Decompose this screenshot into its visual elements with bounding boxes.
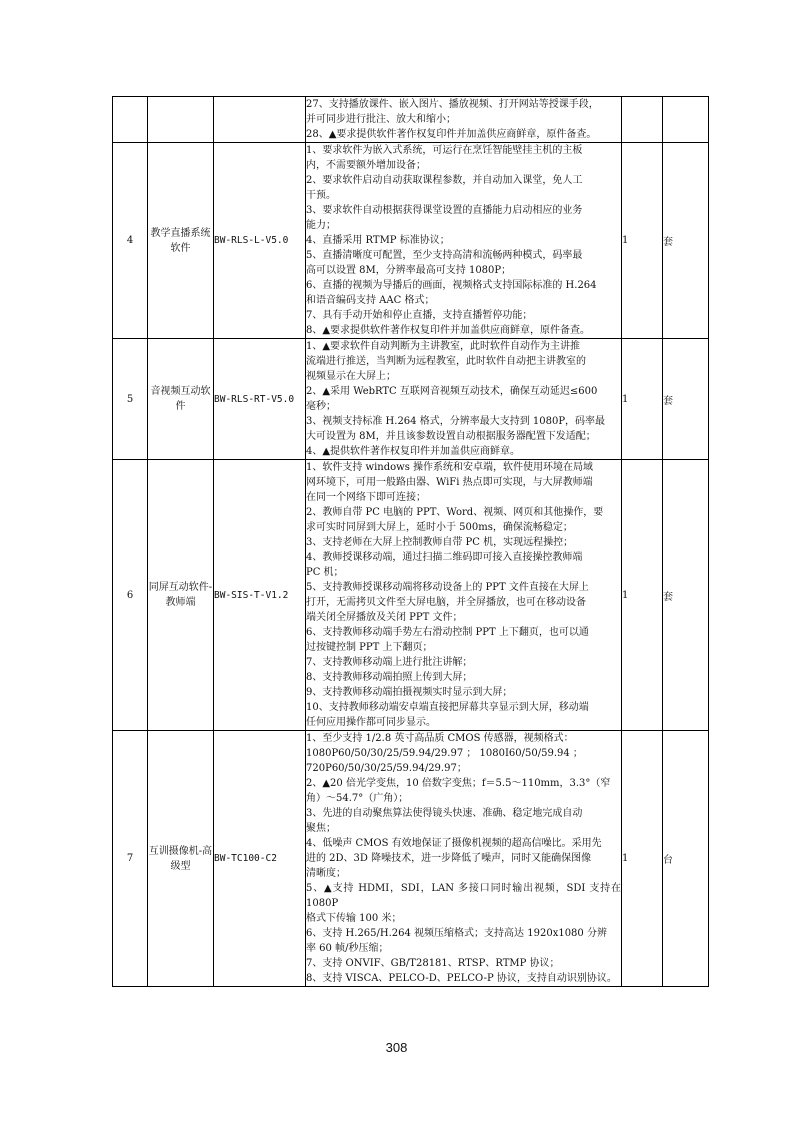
description-line: 28、▲要求提供软件著作权复印件并加盖供应商鲜章，原件备查。 [306,129,597,140]
description-line: 6、支持教师移动端手势左右滑动控制 PPT 上下翻页，也可以通 [306,627,589,638]
item-number: 5 [113,339,148,460]
spec-table [112,96,709,987]
description-line: 8、支持教师移动端拍照上传到大屏； [306,672,473,683]
item-model: BW-TC100-C2 [214,731,306,987]
item-description [306,339,622,460]
description-line: 3、支持老师在大屏上控制教师自带 PC 机，实现远程操控； [306,537,574,548]
item-unit: 套 [663,339,709,460]
table-row [113,731,709,987]
item-unit: 套 [663,460,709,731]
description-line: 高可以设置 8M，分辨率最高可支持 1080P； [306,265,512,276]
description-line: 2、要求软件启动自动获取课程参数，并自动加入课堂，免人工 [306,175,583,186]
description-line: 视频显示在大屏上； [306,371,396,382]
description-line: 2、▲采用 WebRTC 互联网音视频互动技术，确保互动延迟≤600 [306,386,598,397]
description-line: 过按键控制 PPT 上下翻页； [306,642,433,653]
item-name [148,97,214,143]
item-description [306,97,622,143]
description-line: 1080P60/50/30/25/59.94/29.97 ； 1080I60/50/59.94 ； [306,748,583,759]
description-line: 7、具有手动开始和停止直播，支持直播暂停功能； [306,310,533,321]
description-line: 27、支持播放课件、嵌入图片、播放视频、打开网站等授课手段， [306,99,599,110]
item-number [113,97,148,143]
item-model: BW-RLS-L-V5.0 [214,143,306,339]
description-line: 4、▲提供软件著作权复印件并加盖供应商鲜章。 [306,446,521,457]
description-line: 8、支持 VISCA、PELCO-D、PELCO-P 协议，支持自动识别协议。 [306,973,617,984]
item-model: BW-SIS-T-V1.2 [214,460,306,731]
item-name: 教学直播系统软件 [148,143,214,339]
item-unit [663,97,709,143]
description-line: 10、支持教师移动端安卓端直接把屏幕共享显示到大屏，移动端 [306,702,589,713]
description-line: 3、要求软件自动根据获得课堂设置的直播能力启动相应的业务 [306,205,583,216]
item-number: 4 [113,143,148,339]
description-line: 4、教师授课移动端，通过扫描二维码即可接入直接操控教师端 [306,552,583,563]
item-quantity [622,97,663,143]
description-line: 2、教师自带 PC 电脑的 PPT、Word、视频、网页和其他操作，要 [306,507,604,518]
description-line: 内，不需要额外增加设备； [306,160,426,171]
item-model: BW-RLS-RT-V5.0 [214,339,306,460]
description-line: 1、要求软件为嵌入式系统，可运行在烹饪智能壁挂主机的主板 [306,145,583,156]
description-line: 5、▲支持 HDMI，SDI，LAN 多接口同时输出视频，SDI 支持在 1080P [306,883,621,909]
item-quantity: 1 [622,339,663,460]
description-line: 3、先进的自动聚焦算法使得镜头快速、准确、稳定地完成自动 [306,808,583,819]
item-number: 7 [113,731,148,987]
item-quantity: 1 [622,143,663,339]
item-description [306,731,622,987]
description-line: 大可设置为 8M，并且该参数设置自动根据服务器配置下发适配； [306,431,596,442]
table-row [113,143,709,339]
description-line: 9、支持教师移动端拍摄视频实时显示到大屏； [306,687,513,698]
description-line: 角）～54.7°（广角）； [306,793,409,804]
item-name: 同屏互动软件-教师端 [148,460,214,731]
description-line: 打开，无需拷贝文件至大屏电脑，并全屏播放，也可在移动设备 [306,597,586,608]
table-row [113,97,709,143]
item-name: 音视频互动软件 [148,339,214,460]
description-line: 进的 2D、3D 降噪技术，进一步降低了噪声，同时又能确保图像 [306,853,592,864]
description-line: 网环境下，可用一般路由器、WiFi 热点即可实现，与大屏教师端 [306,477,593,488]
item-name: 互训摄像机-高级型 [148,731,214,987]
description-line: 率 60 帧/秒压缩； [306,943,389,954]
table-row [113,339,709,460]
description-line: 4、直播采用 RTMP 标准协议； [306,235,450,246]
description-line: 端关闭全屏播放及关闭 PPT 文件； [306,612,463,623]
description-line: 并可同步进行批注、放大和缩小； [306,114,456,125]
item-unit: 台 [663,731,709,987]
description-line: 和语音编码支持 AAC 格式； [306,295,435,306]
description-line: 聚焦； [306,823,336,834]
description-line: 毫秒； [306,401,336,412]
spec-table-body [113,97,709,987]
description-line: 6、支持 H.265/H.264 视频压缩格式；支持高达 1920x1080 分辨 [306,928,607,939]
description-line: 4、低噪声 CMOS 有效地保证了摄像机视频的超高信噪比。采用先 [306,838,602,849]
description-line: 1、▲要求软件自动判断为主讲教室，此时软件自动作为主讲推 [306,341,581,352]
description-line: PC 机； [306,567,344,578]
page-number: 308 [385,1040,408,1055]
description-line: 6、直播的视频为导播后的画面，视频格式支持国际标准的 H.264 [306,280,597,291]
item-number: 6 [113,460,148,731]
description-line: 清晰度； [306,868,346,879]
description-line: 1、软件支持 windows 操作系统和安卓端，软件使用环境在局域 [306,462,594,473]
description-line: 8、▲要求提供软件著作权复印件并加盖供应商鲜章，原件备查。 [306,325,591,336]
description-line: 3、视频支持标准 H.264 格式，分辨率最大支持到 1080P，码率最 [306,416,606,427]
description-line: 在同一个网络下即可连接； [306,492,426,503]
item-unit: 套 [663,143,709,339]
description-line: 2、▲20 倍光学变焦，10 倍数字变焦；f＝5.5～110mm，3.3°（窄 [306,778,611,789]
description-line: 格式下传输 100 米； [306,913,402,924]
description-line: 720P60/50/30/25/59.94/29.97； [306,763,467,774]
description-line: 5、直播清晰度可配置，至少支持高清和流畅两种模式，码率最 [306,250,583,261]
item-quantity: 1 [622,731,663,987]
description-line: 1、至少支持 1/2.8 英寸高品质 CMOS 传感器，视频格式： [306,733,574,744]
description-line: 5、支持教师授课移动端将移动设备上的 PPT 文件直接在大屏上 [306,582,589,593]
item-quantity: 1 [622,460,663,731]
item-model [214,97,306,143]
item-description [306,143,622,339]
description-line: 干预。 [306,190,336,201]
description-line: 7、支持教师移动端上进行批注讲解； [306,657,473,668]
description-line: 流端进行推送，当判断为远程教室，此时软件自动把主讲教室的 [306,356,586,367]
description-line: 任何应用操作都可同步显示。 [306,717,436,728]
description-line: 7、支持 ONVIF、GB/T28181、RTSP、RTMP 协议； [306,958,560,969]
item-description [306,460,622,731]
description-line: 能力； [306,220,336,231]
table-row [113,460,709,731]
description-line: 求可实时同屏到大屏上，延时小于 500ms，确保流畅稳定； [306,522,573,533]
